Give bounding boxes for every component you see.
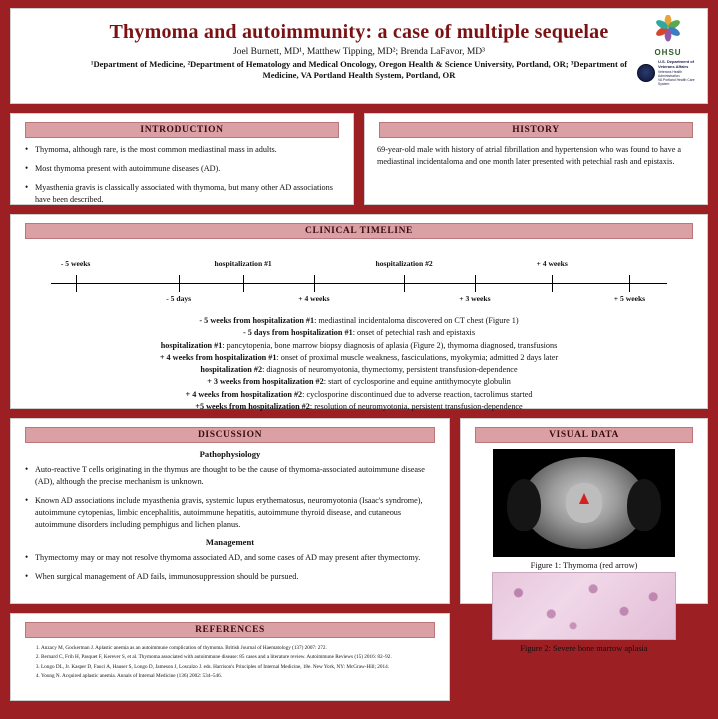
figure-2-caption: Figure 2: Severe bone marrow aplasia [520, 644, 648, 653]
timeline-label: - 5 days [166, 294, 192, 303]
timeline-tick [404, 275, 405, 292]
timeline-event-label: + 4 weeks from hospitalization #1 [159, 352, 277, 362]
timeline-event-label: + 3 weeks from hospitalization #2 [207, 377, 324, 387]
history-text: 69-year-old male with history of atrial fibrillation and hypertension who was found to have a mediastinal incidentaloma and one month later presented with petechial rash and epistaxis. [377, 145, 682, 166]
clinical-timeline-panel [10, 214, 708, 412]
timeline-event [23, 364, 695, 376]
timeline-event-detail: : mediastinal incidentaloma discovered on CT chest (Figure 1) [314, 316, 519, 325]
timeline-event-detail: : pancytopenia, bone marrow biopsy diagnosis of aplasia (Figure 2), thymoma diagnosed, transfusions [222, 340, 558, 350]
figure-1-caption: Figure 1: Thymoma (red arrow) [530, 561, 638, 570]
references-heading: REFERENCES [25, 622, 435, 638]
timeline-event-label: hospitalization #2 [200, 365, 263, 375]
timeline-event [23, 352, 695, 364]
pathophysiology-bullets [19, 464, 441, 530]
timeline-event [23, 340, 695, 352]
timeline-event-label: + 4 weeks from hospitalization #2 [185, 389, 303, 399]
va-logo-text [658, 59, 699, 87]
list-item: 1. Anzacy M, Gockerman J. Aplastic anemia as an autoimmune complication of thymoma. British Journal of Haematology (137) 2007: 272. [41, 644, 441, 652]
timeline-tick [243, 275, 244, 292]
reference-list [19, 644, 441, 680]
references-panel [10, 613, 450, 701]
timeline-axis-line [51, 283, 667, 284]
introduction-bullets [19, 144, 345, 206]
row-intro-history [10, 113, 708, 205]
va-line-3: VA Portland Health Care System [658, 78, 695, 87]
timeline-event [23, 376, 695, 388]
va-seal-icon [637, 64, 655, 82]
timeline-tick [552, 275, 553, 292]
va-logo [637, 59, 699, 87]
ct-left-lung-shape [507, 479, 541, 531]
red-arrow-icon [579, 493, 589, 504]
timeline-event [23, 401, 695, 413]
figure-1-ct-image [493, 449, 675, 557]
author-list: Joel Burnett, MD¹, Matthew Tipping, MD²; Brenda LaFavor, MD³ [233, 47, 485, 57]
title-band [10, 8, 708, 104]
timeline-label: + 4 weeks [536, 259, 568, 268]
timeline-axis-area [37, 245, 681, 311]
logo-group [637, 15, 699, 87]
timeline-label: - 5 weeks [60, 259, 91, 268]
timeline-event-detail: : cyclosporine discontinued due to adverse reaction, tacrolimus started [302, 389, 533, 399]
introduction-panel [10, 113, 354, 205]
timeline-tick [179, 275, 180, 292]
timeline-label: + 3 weeks [459, 294, 491, 303]
timeline-tick [76, 275, 77, 292]
pathophysiology-subheading: Pathophysiology [199, 449, 261, 459]
management-subheading: Management [205, 537, 255, 548]
figure-2-histology-image [492, 572, 676, 640]
timeline-event-detail: : start of cyclosporine and equine antithymocyte globulin [323, 377, 511, 387]
timeline-tick [629, 275, 630, 292]
list-item: 4. Young N. Acquired aplastic anemia. Annals of Internal Medicine (136) 2002: 534–546. [41, 672, 441, 680]
timeline-label: hospitalization #1 [214, 259, 272, 268]
timeline-event [23, 315, 695, 327]
list-item: 3. Longo DL, Jr. Kasper D, Fauci A, Hauser S, Longo D, Jameson J, Loscalzo J. eds. Harrison's Principles of Internal Medicine, 18e. New York, NY: McGraw-Hill; 2014. [41, 663, 441, 671]
timeline-event-detail: : onset of proximal muscle weakness, fasciculations, myokymia; admitted 2 days later [276, 352, 559, 362]
timeline-event-detail: : resolution of neuromyotonia, persistent transfusion-dependence [309, 402, 523, 412]
list-item: • Auto-reactive T cells originating in the thymus are thought to be the cause of thymoma-associated autoimmune disease (AD), although the precise mechanism is unknown. [35, 464, 437, 488]
visual-data-panel [460, 418, 708, 653]
timeline-event [23, 327, 695, 339]
list-item: • Thymoma, although rare, is the most common mediastinal mass in adults. [35, 144, 341, 156]
introduction-heading: INTRODUCTION [25, 122, 339, 138]
list-item: • Most thymoma present with autoimmune diseases (AD). [35, 163, 341, 175]
list-item: • When surgical management of AD fails, immunosuppression should be pursued. [35, 571, 437, 583]
timeline-event-label: - 5 weeks from hospitalization #1 [199, 316, 315, 325]
timeline-tick [314, 275, 315, 292]
discussion-panel [10, 418, 450, 604]
timeline-label: + 4 weeks [298, 294, 330, 303]
list-item: • Myasthenia gravis is classically associated with thymoma, but many other AD associations have been described. [35, 182, 341, 206]
page-title: Thymoma and autoimmunity: a case of multiple sequelae [109, 21, 609, 43]
ohsu-logo-icon [640, 15, 696, 55]
va-line-1: U.S. Department of Veterans Affairs [658, 59, 695, 70]
management-bullets [19, 552, 441, 583]
timeline-event-detail: : diagnosis of neuromyotonia, thymectomy, persistent transfusion-dependence [262, 365, 518, 375]
history-heading: HISTORY [379, 122, 693, 138]
timeline-label: hospitalization #2 [375, 259, 433, 268]
timeline-event-detail: : onset of petechial rash and epistaxis [352, 328, 476, 338]
affiliations: ¹Department of Medicine, ²Department of Hematology and Medical Oncology, Oregon Health & Science University, Portland, OR; ³Department of Medicine, VA Portland Health System, Portland, OR [90, 59, 628, 80]
list-item: 2. Bernard C, Frih H, Pasquet F, Kerever S, et al. Thymoma associated with autoimmune disease: 85 cases and a literature review. Autoimmune Reviews (15) 2016: 82–92. [41, 653, 441, 661]
va-line-2: Veterans Health Administration [658, 69, 683, 78]
ohsu-wordmark: OHSU [654, 48, 682, 57]
list-item: • Known AD associations include myasthenia gravis, systemic lupus erythematosus, neuromyotonia (Isaac's syndrome), autoimmune cytopenias, limbic encephalitis, autoimmune hepatitis, autoimmune thyroid disease, and cutaneous autoimmune disorders including pemphigus and lichen planus. [35, 495, 437, 531]
timeline-events [23, 315, 695, 413]
history-panel [364, 113, 708, 205]
timeline-tick [475, 275, 476, 292]
ct-right-lung-shape [627, 479, 661, 531]
timeline-label: + 5 weeks [613, 294, 646, 303]
timeline-event [23, 389, 695, 401]
timeline-event-label: hospitalization #1 [160, 340, 223, 350]
timeline-event-label: +5 weeks from hospitalization #2 [195, 402, 310, 412]
timeline-event-label: - 5 days from hospitalization #1 [242, 328, 353, 338]
visual-data-heading: VISUAL DATA [475, 427, 693, 443]
list-item: • Thymectomy may or may not resolve thymoma associated AD, and some cases of AD may present after thymectomy. [35, 552, 437, 564]
discussion-heading: DISCUSSION [25, 427, 435, 443]
timeline-heading: CLINICAL TIMELINE [25, 223, 693, 239]
